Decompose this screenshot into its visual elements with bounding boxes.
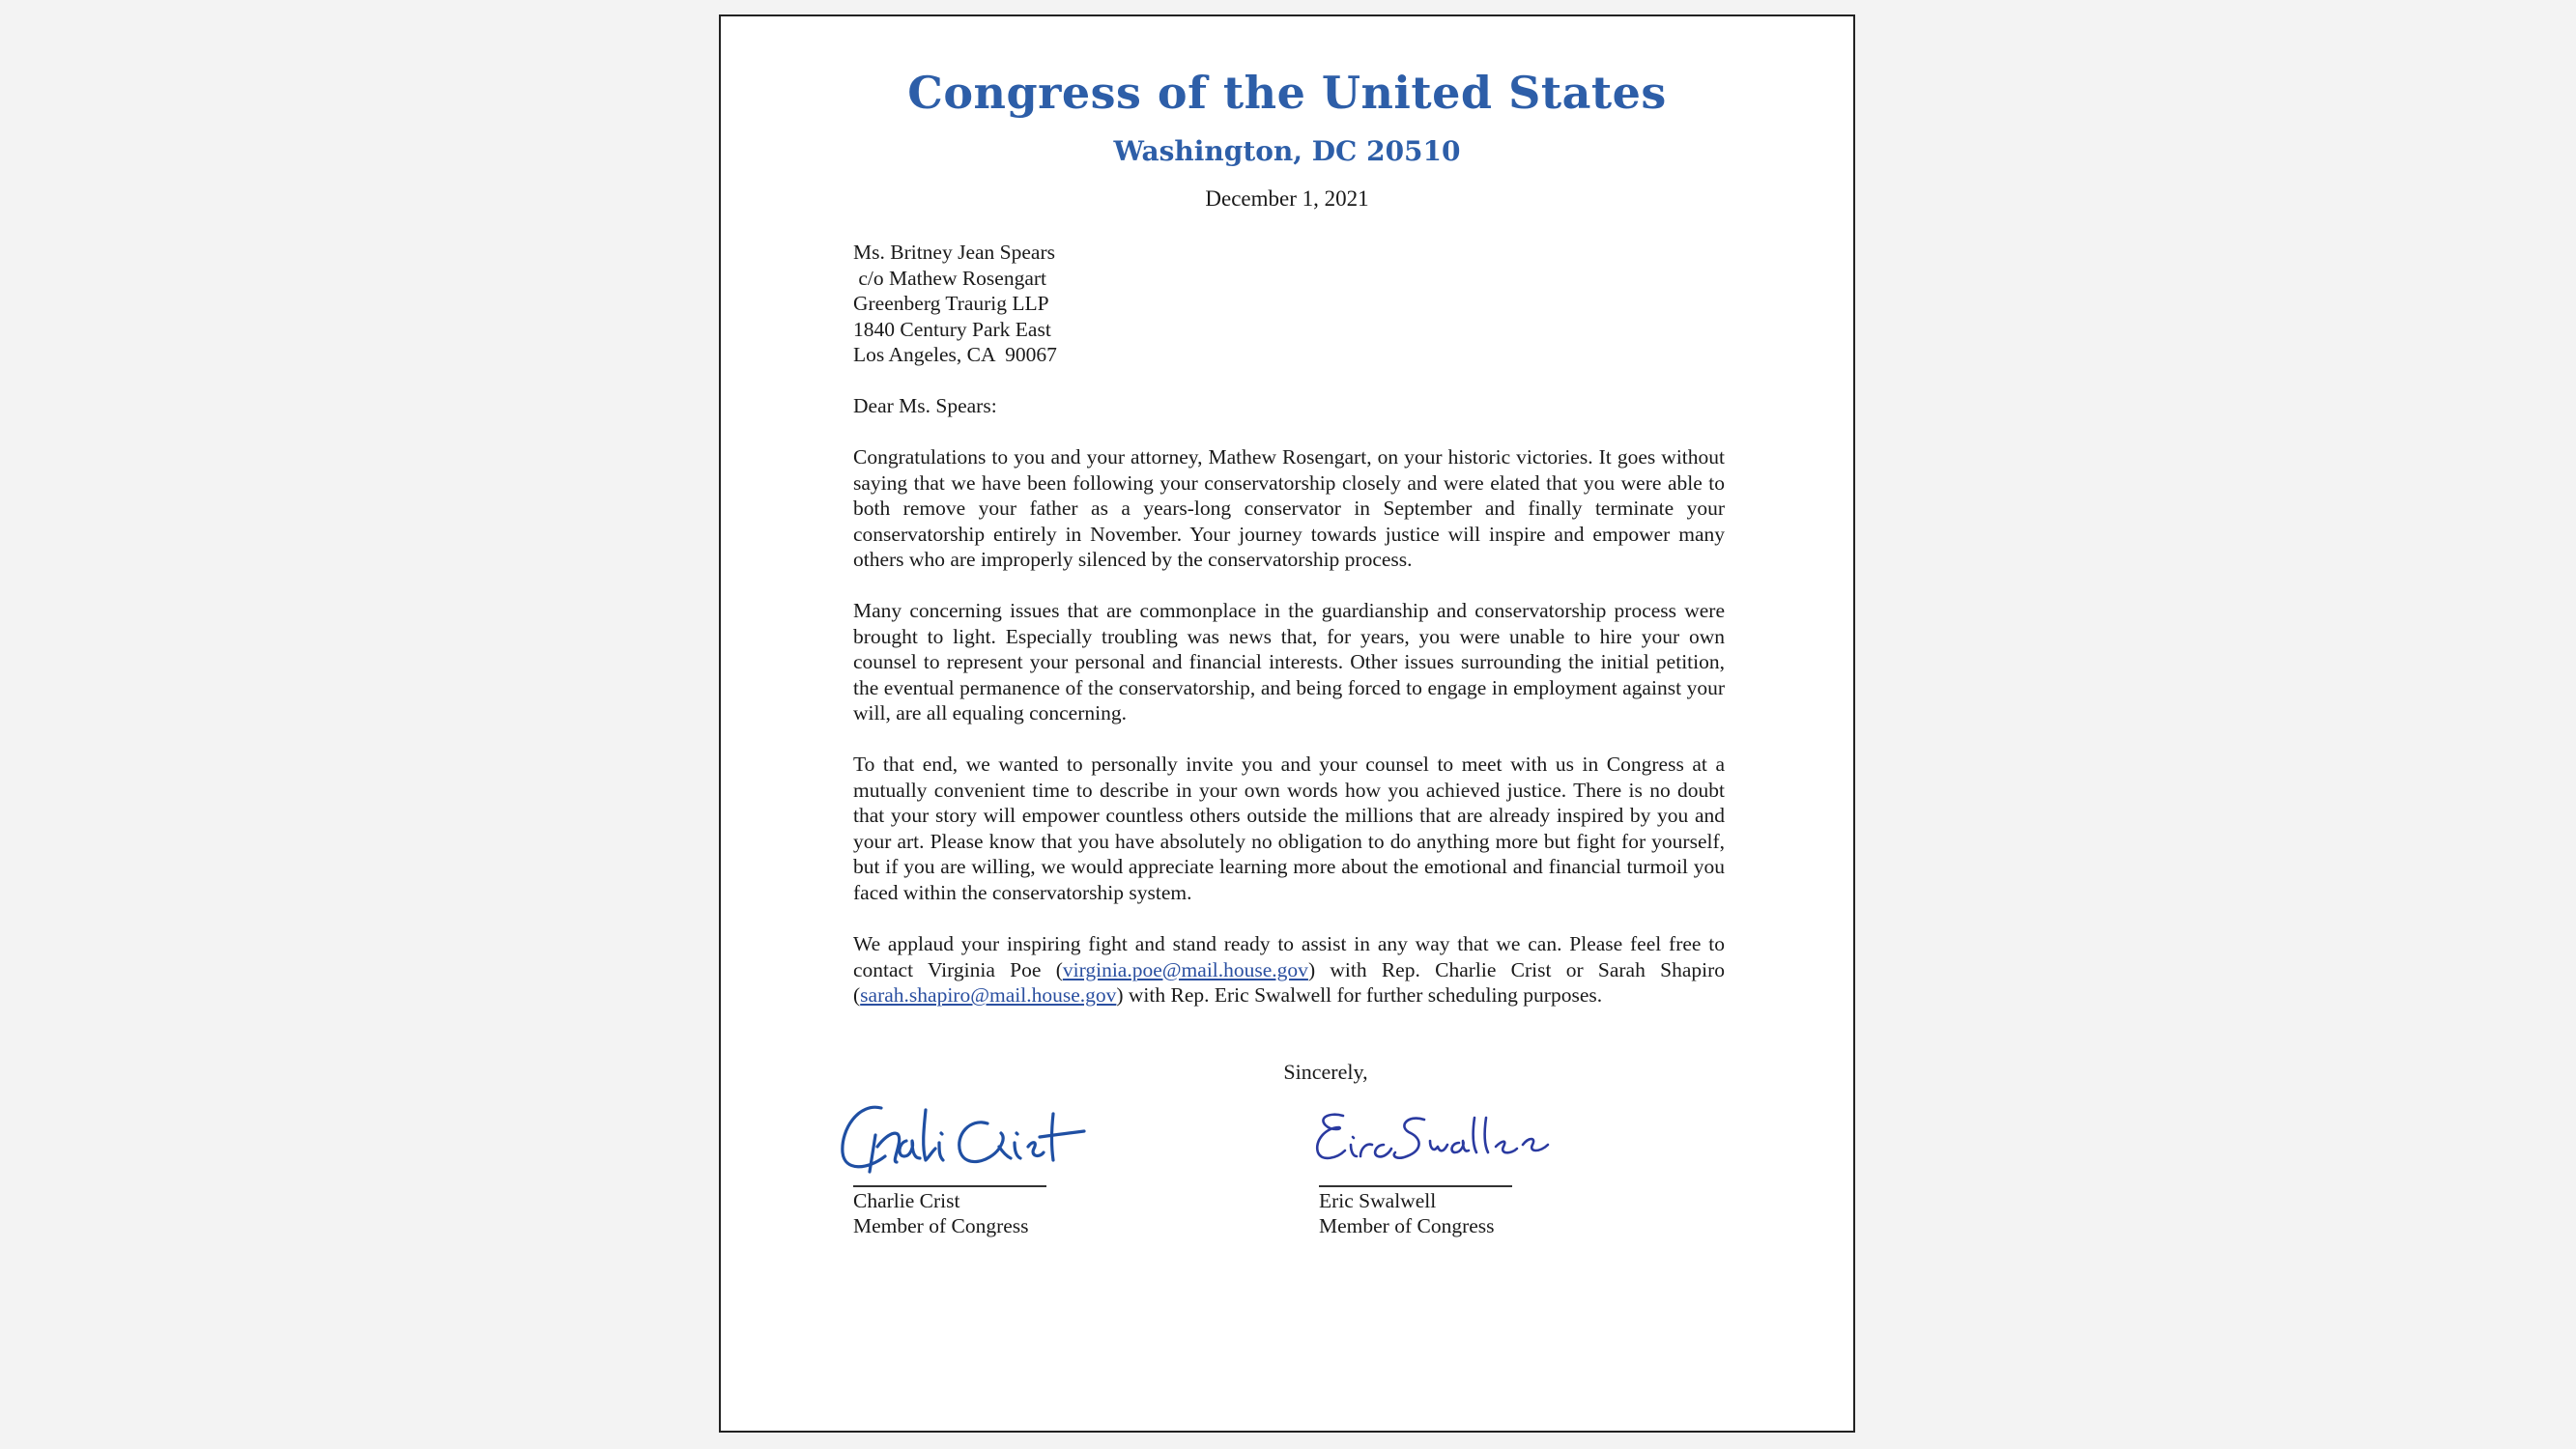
signature-block-crist — [835, 1089, 1086, 1237]
recipient-address — [853, 240, 1725, 368]
letter-page — [719, 14, 1855, 1433]
email-link-sarah-shapiro[interactable]: sarah.shapiro@mail.house.gov — [860, 983, 1117, 1008]
signer-title: Member of Congress — [1319, 1214, 1495, 1237]
paragraph-invitation: To that end, we wanted to personally invite you and your counsel to meet with us in Congress at a mutually convenient time to describe in your own words how you achieved justice. There is no doubt that your story will empower countless others outside the millions that are already inspired by you and your art. Please know that you have absolutely no obligation to do anything more but fight for yourself, but if you are willing, we would appreciate learning more about the emotional and financial turmoil you faced within the conservatorship system. — [853, 753, 1725, 904]
paragraph-congratulations: Congratulations to you and your attorney, Mathew Rosengart, on your historic victories. It goes without saying that we have been following your conservatorship closely and were elated that you were able to both remove your father as a years-long conservator in September and finally terminate your conservatorship entirely in November. Your journey towards justice will inspire and empower many others who are improperly silenced by the conservatorship process. — [853, 445, 1725, 572]
letter-date: December 1, 2021 — [1205, 186, 1369, 211]
paragraph-contact — [853, 931, 1725, 1009]
signer-title: Member of Congress — [853, 1214, 1029, 1237]
signer-name: Eric Swalwell — [1319, 1189, 1437, 1212]
address-line: 1840 Century Park East — [853, 317, 1051, 341]
signature-block-swalwell — [1301, 1089, 1552, 1237]
salutation: Dear Ms. Spears: — [853, 394, 997, 417]
address-line: c/o Mathew Rosengart — [853, 266, 1047, 290]
closing: Sincerely, — [1283, 1060, 1368, 1084]
letterhead-address: Washington, DC 20510 — [1113, 135, 1461, 167]
email-link-virginia-poe[interactable]: virginia.poe@mail.house.gov — [1062, 957, 1308, 981]
signature-crist-image — [835, 1089, 1086, 1185]
letterhead-title: Congress of the United States — [907, 67, 1667, 119]
contact-text: ) with Rep. Eric Swalwell for further scheduling purposes. — [1116, 983, 1603, 1008]
signature-line — [1319, 1185, 1512, 1187]
signature-line — [853, 1185, 1046, 1187]
address-line: Ms. Britney Jean Spears — [853, 241, 1055, 264]
address-line: Greenberg Traurig LLP — [853, 292, 1049, 316]
signer-name: Charlie Crist — [853, 1189, 960, 1212]
contact-text: We applaud your inspiring fight and stand ready to assist in any way that we can. Please feel free to contact Virginia Poe ( — [853, 932, 1725, 981]
address-line: Los Angeles, CA 90067 — [853, 343, 1057, 367]
signature-swalwell-image — [1301, 1089, 1552, 1185]
paragraph-concerns: Many concerning issues that are commonplace in the guardianship and conservatorship process were brought to light. Especially troubling was news that, for years, you were unable to hire your own counsel to represent your personal and financial interests. Other issues surrounding the initial petition, the eventual permanence of the conservatorship, and being forced to engage in employment against your will, are all equaling concerning. — [853, 599, 1725, 725]
contact-text: ) with Rep. Charlie Crist or Sarah Shapiro ( — [853, 957, 1725, 1008]
